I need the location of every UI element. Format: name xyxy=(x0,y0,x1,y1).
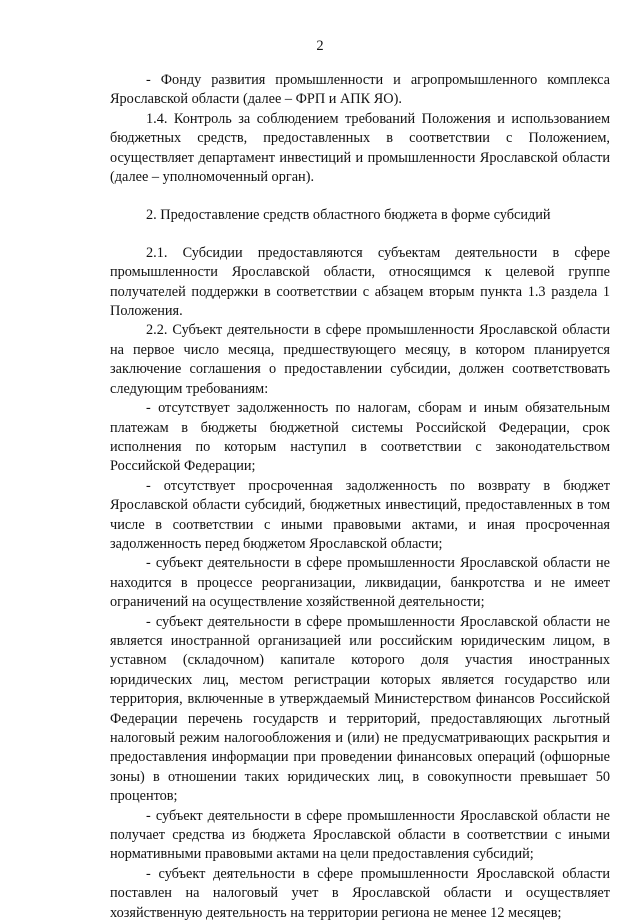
section-heading-2: 2. Предоставление средств областного бюджета в форме субсидий xyxy=(146,207,551,224)
requirement-item: - субъект деятельности в сфере промышленности Ярославской области не находится в процессе реорганизации, ликвидации, банкротства и не имеет ограничений на осуществление хозяйственной деятельности; xyxy=(110,555,610,611)
requirement-item: - отсутствует просроченная задолженность по возврату в бюджет Ярославской области субсидий, бюджетных инвестиций, предоставленных в том числе в соответствии с иными правовыми актами, и иная просроченная задолженность перед бюджетом Ярославской области; xyxy=(110,477,610,552)
requirement-item: - субъект деятельности в сфере промышленности Ярославской области поставлен на налоговый учет в Ярославской области и осуществляет хозяйственную деятельность на территории региона не менее 12 месяцев; xyxy=(110,865,610,921)
paragraph-1-4: 1.4. Контроль за соблюдением требований Положения и использованием бюджетных средств, предоставленных в соответствии с Положением, осуществляет департамент инвестиций и промышленности Ярославской области (далее – уполномоченный орган). xyxy=(110,110,610,186)
requirement-item: - субъект деятельности в сфере промышленности Ярославской области не получает средства из бюджета Ярославской области в соответствии с иными нормативными правовыми актами на цели предоставления субсидий; xyxy=(110,807,610,863)
document-body xyxy=(110,71,610,923)
paragraph-frp: - Фонду развития промышленности и агропромышленного комплекса Ярославской области (далее – ФРП и АПК ЯО). xyxy=(110,72,610,108)
paragraph-2-1: 2.1. Субсидии предоставляются субъектам деятельности в сфере промышленности Ярославской области, относящимся к целевой группе получателей поддержки в соответствии с абзацем вторым пункта 1.3 раздела 1 Положения. xyxy=(110,244,610,320)
requirement-item: - субъект деятельности в сфере промышленности Ярославской области не является иностранной организацией или российским юридическим лицом, в уставном (складочном) капитале которого доля участия иностранных юридических лиц, местом регистрации которых является государство или территория, включенные в утверждаемый Министерством финансов Российской Федерации перечень государств и территорий, предоставляющих льготный налоговый режим налогообложения и (или) не предусматривающих раскрытия и предоставления информации при проведении финансовых операций (офшорные зоны) в отношении таких юридических лиц, в совокупности превышает 50 процентов; xyxy=(110,613,610,805)
paragraph-2-2: 2.2. Субъект деятельности в сфере промышленности Ярославской области на первое число месяца, предшествующего месяцу, в котором планируется заключение соглашения о предоставлении субсидии, должен соответствовать следующим требованиям: xyxy=(110,322,610,397)
page-number: 2 xyxy=(316,38,324,54)
requirement-item: - отсутствует задолженность по налогам, сборам и иным обязательным платежам в бюджеты бюджетной системы Российской Федерации, срок исполнения по которым наступил в соответствии с законодательством Российской Федерации; xyxy=(110,400,610,475)
